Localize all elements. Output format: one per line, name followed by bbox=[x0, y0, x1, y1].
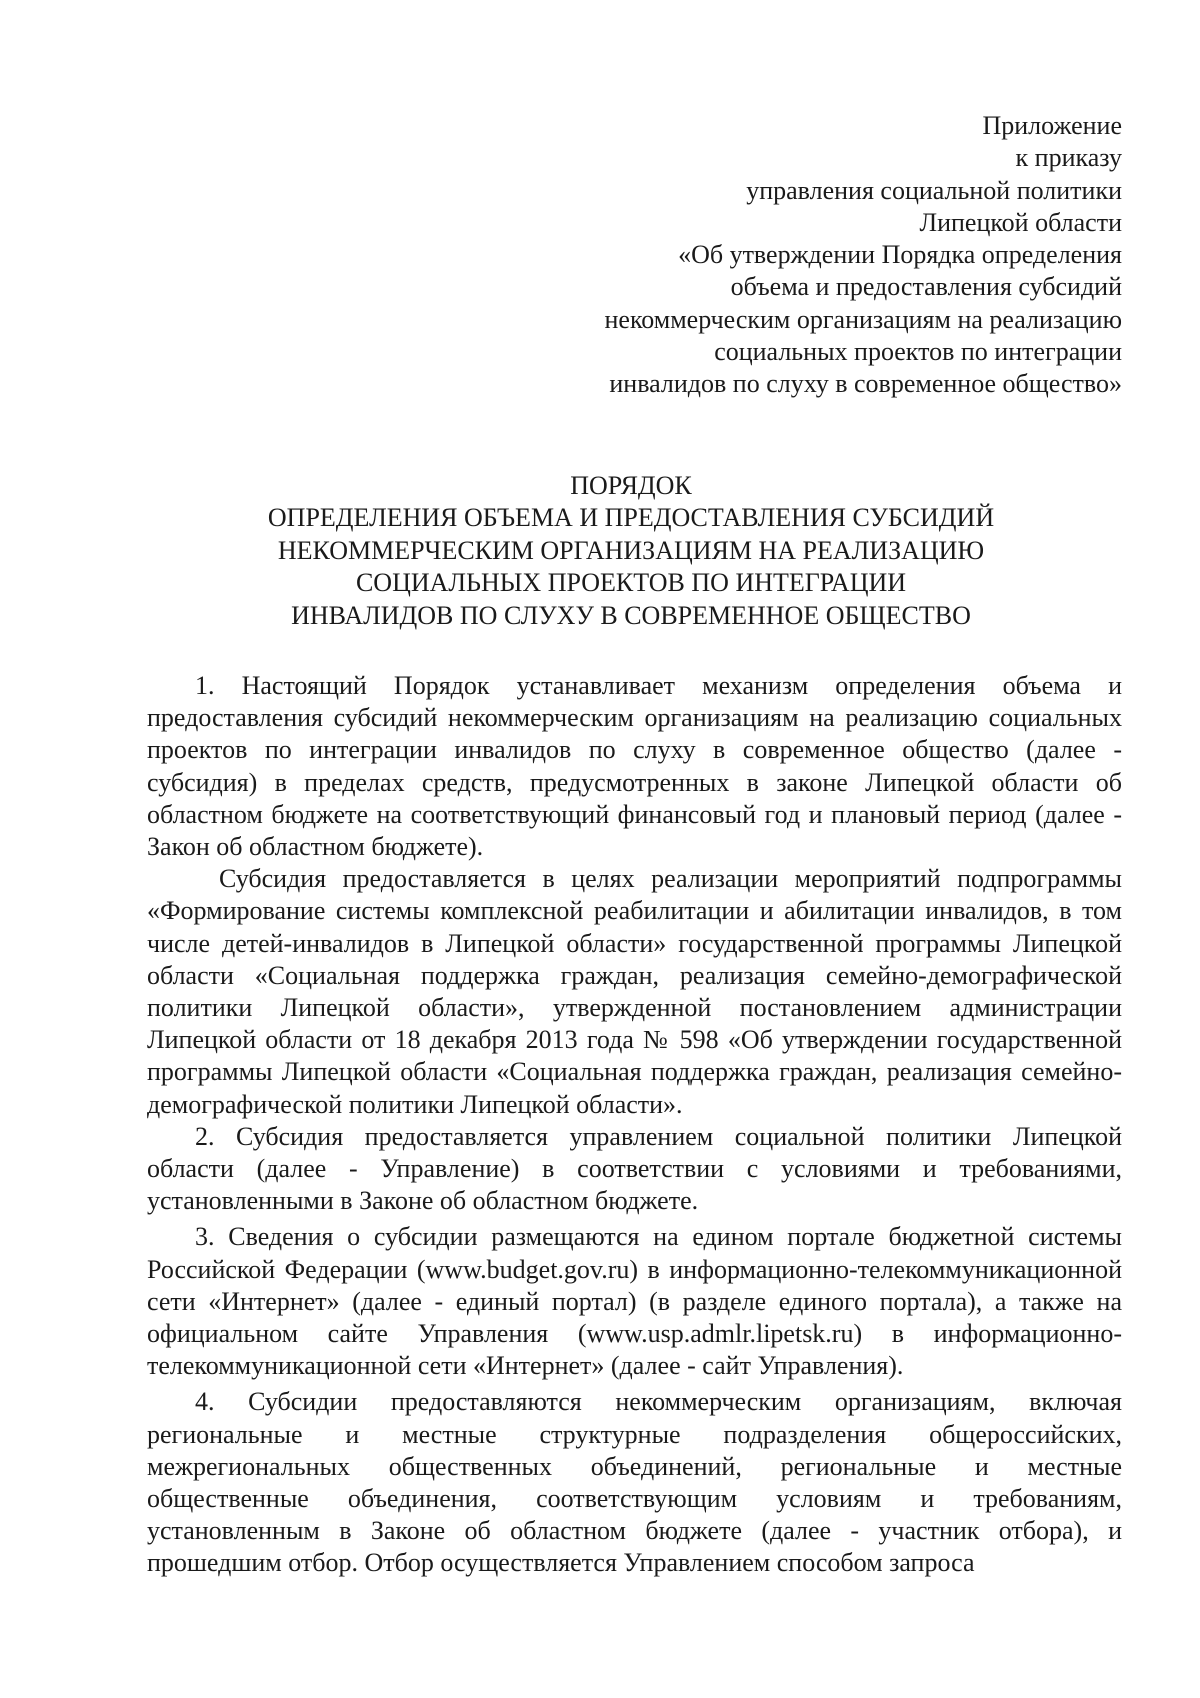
paragraph-subsidy-purpose: Субсидия предоставляется в целях реализации мероприятий подпрограммы «Формирование системы комплексной реабилитации и абилитации инвалидов, в том числе детей-инвалидов в Липецкой области» государственной программы Липецкой области «Социальная поддержка граждан, реализация семейно-демографической политики Липецкой области», утвержденной постановлением администрации Липецкой области от 18 декабря 2013 года № 598 «Об утверждении государственной программы Липецкой области «Социальная поддержка граждан, реализация семейно-демографической политики Липецкой области». bbox=[147, 864, 1122, 1119]
title-line: НЕКОММЕРЧЕСКИМ ОРГАНИЗАЦИЯМ НА РЕАЛИЗАЦИЮ bbox=[277, 535, 985, 565]
appendix-line: социальных проектов по интеграции bbox=[714, 337, 1122, 367]
title-line: ИНВАЛИДОВ ПО СЛУХУ В СОВРЕМЕННОЕ ОБЩЕСТВО bbox=[291, 600, 971, 630]
appendix-line: инвалидов по слуху в современное общество» bbox=[609, 369, 1122, 399]
appendix-line: объема и предоставления субсидий bbox=[730, 272, 1122, 302]
paragraph-1: 1. Настоящий Порядок устанавливает механизм определения объема и предоставления субсидий некоммерческим организациям на реализацию социальных проектов по интеграции инвалидов по слуху в современное общество (далее - субсидия) в пределах средств, предусмотренных в законе Липецкой области об областном бюджете на соответствующий финансовый год и плановый период (далее - Закон об областном бюджете). bbox=[147, 671, 1122, 862]
appendix-line: Липецкой области bbox=[919, 207, 1122, 237]
appendix-header bbox=[322, 110, 1122, 401]
paragraph-4: 4. Субсидии предоставляются некоммерческим организациям, включая региональные и местные структурные подразделения общероссийских, межрегиональных общественных объединений, региональные и местные общественные объединения, соответствующим условиям и требованиям, установленным в Законе об областном бюджете (далее - участник отбора), и прошедшим отбор. Отбор осуществляется Управлением способом запроса bbox=[147, 1387, 1122, 1578]
appendix-line: некоммерческим организациям на реализацию bbox=[604, 304, 1122, 334]
document-body bbox=[147, 670, 1122, 1580]
appendix-line: «Об утверждении Порядка определения bbox=[678, 240, 1122, 270]
document-title bbox=[140, 470, 1122, 632]
appendix-line: управления социальной политики bbox=[746, 175, 1122, 205]
appendix-line: к приказу bbox=[1015, 143, 1122, 173]
title-line: ПОРЯДОК bbox=[570, 471, 692, 500]
title-line: СОЦИАЛЬНЫХ ПРОЕКТОВ ПО ИНТЕГРАЦИИ bbox=[355, 568, 907, 598]
paragraph-3: 3. Сведения о субсидии размещаются на едином портале бюджетной системы Российской Федерации (www.budget.gov.ru) в информационно-телекоммуникационной сети «Интернет» (далее - единый портал) (в разделе единого портала), а также на официальном сайте Управления (www.usp.admlr.lipetsk.ru) в информационно-телекоммуникационной сети «Интернет» (далее - сайт Управления). bbox=[147, 1222, 1122, 1381]
paragraph-2: 2. Субсидия предоставляется управлением социальной политики Липецкой области (далее - Управление) в соответствии с условиями и требованиями, установленными в Законе об областном бюджете. bbox=[147, 1121, 1122, 1216]
appendix-line: Приложение bbox=[982, 111, 1122, 140]
title-line: ОПРЕДЕЛЕНИЯ ОБЪЕМА И ПРЕДОСТАВЛЕНИЯ СУБСИДИЙ bbox=[267, 503, 995, 533]
